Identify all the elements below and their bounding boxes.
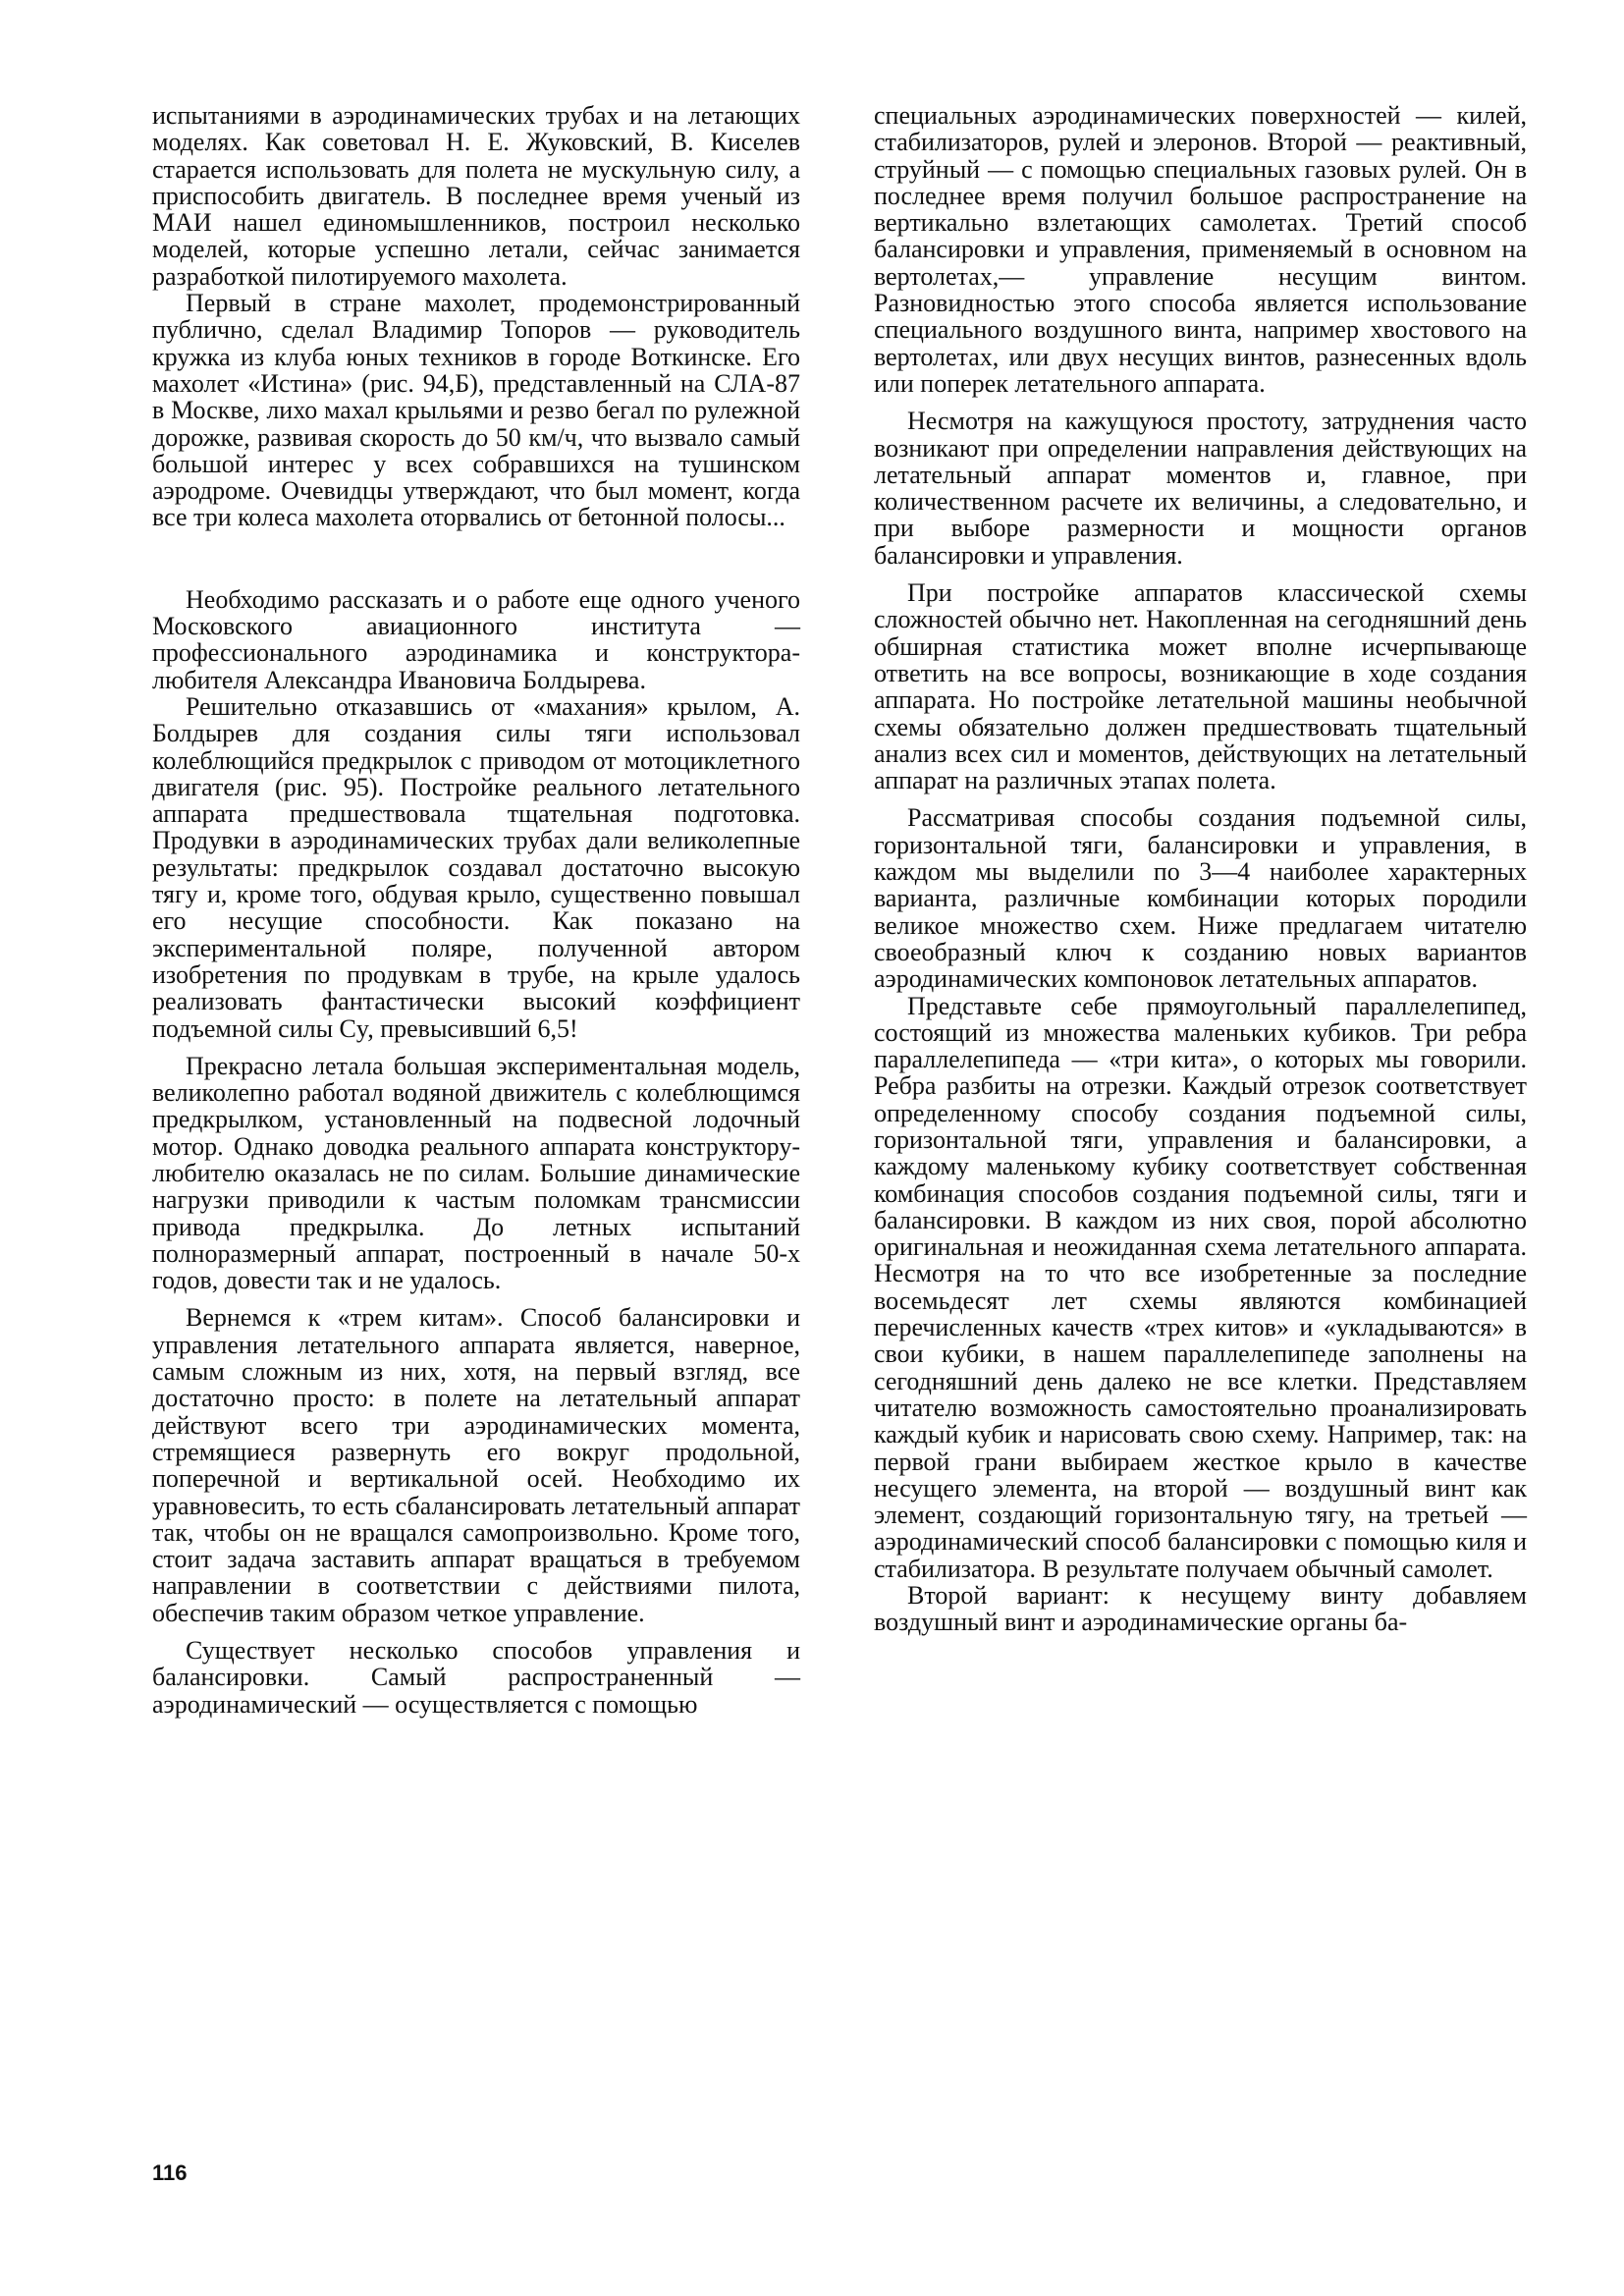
paragraph: испытаниями в аэродинамических трубах и на летающих моделях. Как советовал Н. Е. Жуковский, В. Киселев старается использовать для полета не мускульную силу, а приспособить двигатель. В последнее время ученый из МАИ нашел единомышленников, построил несколько моделей, которые успешно летали, сейчас занимается разработкой пилотируемого махолета. bbox=[152, 101, 800, 291]
paragraph: Вернемся к «трем китам». Способ балансировки и управления летательного аппарата является, наверное, самым сложным из них, хотя, на первый взгляд, все достаточно просто: в полете на летательный аппарат действуют всего три аэродинамических момента, стремящиеся развернуть его вокруг продольной, поперечной и вертикальной осей. Необходимо их уравновесить, то есть сбалансировать летательный аппарат так, чтобы он не вращался самопроизвольно. Кроме того, стоит задача заставить аппарат вращаться в требуемом направлении в соответствии с действиями пилота, обеспечив таким образом четкое управление. bbox=[152, 1303, 800, 1627]
paragraph: Второй вариант: к несущему винту добавляем воздушный винт и аэродинамические органы ба- bbox=[874, 1581, 1527, 1637]
right-column bbox=[874, 102, 1527, 1636]
paragraph: Рассматривая способы создания подъемной силы, горизонтальной тяги, балансировки и управления, в каждом мы выделили по 3—4 наиболее характерных варианта, различные комбинации которых породили великое множество схем. Ниже предлагаем читателю своеобразный ключ к созданию новых вариантов аэродинамических компоновок летательных аппаратов. bbox=[874, 803, 1527, 994]
left-column bbox=[152, 102, 800, 1718]
paragraph: специальных аэродинамических поверхностей — килей, стабилизаторов, рулей и элеронов. Второй — реактивный, струйный — с помощью специальных газовых рулей. Он в последнее время получил большое распространение на вертикально взлетающих самолетах. Третий способ балансировки и управления, применяемый в основном на вертолетах,— управление несущим винтом. Разновидностью этого способа является использование специального воздушного винта, например хвостового на вертолетах, или двух несущих винтов, разнесенных вдоль или поперек летательного аппарата. bbox=[874, 101, 1527, 398]
paragraph: Существует несколько способов управления и балансировки. Самый распространенный — аэродинамический — осуществляется с помощью bbox=[152, 1636, 800, 1719]
paragraph: При постройке аппаратов классической схемы сложностей обычно нет. Накопленная на сегодняшний день обширная статистика может вполне исчерпывающе ответить на все вопросы, возникающие в ходе создания аппарата. Но постройке летательной машины необычной схемы обязательно должен предшествовать тщательный анализ всех сил и моментов, действующих на летательный аппарат на различных этапах полета. bbox=[874, 578, 1527, 795]
paragraph: Представьте себе прямоугольный параллелепипед, состоящий из множества маленьких кубиков. Три ребра параллелепипеда — «три кита», о которых мы говорили. Ребра разбиты на отрезки. Каждый отрезок соответствует определенному способу создания подъемной силы, горизонтальной тяги, управления и балансировки, а каждому маленькому кубику соответствует собственная комбинация способов создания подъемной силы, тяги и балансировки. В каждом из них своя, порой абсолютно оригинальная и неожиданная схема летательного аппарата. Несмотря на то что все изобретенные за последние восемьдесят лет схемы являются комбинацией перечисленных качеств «трех китов» и «укладываются» в свои кубики, в нашем параллелепипеде заполнены на сегодняшний день далеко не все клетки. Представляем читателю возможность самостоятельно проанализировать каждый кубик и нарисовать свою схему. Например, так: на первой грани выбираем жесткое крыло в качестве несущего элемента, на второй — воздушный винт как элемент, создающий горизонтальную тягу, на третьей — аэродинамический способ балансировки с помощью киля и стабилизатора. В результате получаем обычный самолет. bbox=[874, 991, 1527, 1583]
paragraph: Прекрасно летала большая экспериментальная модель, великолепно работал водяной движитель с колеблющимся предкрылком, установленный на подвесной лодочный мотор. Однако доводка реального аппарата конструктору-любителю оказалась не по силам. Большие динамические нагрузки приводили к частым поломкам трансмиссии привода предкрылка. До летных испытаний полноразмерный аппарат, построенный в начале 50-х годов, довести так и не удалось. bbox=[152, 1051, 800, 1295]
paragraph: Необходимо рассказать и о работе еще одного ученого Московского авиационного института — профессионального аэродинамика и конструктора-любителя Александра Ивановича Болдырева. bbox=[152, 584, 800, 694]
paragraph: Первый в стране махолет, продемонстрированный публично, сделал Владимир Топоров — руководитель кружка из клуба юных техников в городе Воткинске. Его махолет «Истина» (рис. 94,Б), представленный на СЛА-87 в Москве, лихо махал крыльями и резво бегал по рулежной дорожке, развивая скорость до 50 км/ч, что вызвало самый большой интерес у всех собравшихся на тушинском аэродроме. Очевидцы утверждают, что был момент, когда все три колеса махолета оторвались от бетонной полосы... bbox=[152, 289, 800, 532]
page-number: 116 bbox=[152, 2160, 188, 2185]
paragraph: Решительно отказавшись от «махания» крылом, А. Болдырев для создания силы тяги использовал колеблющийся предкрылок с приводом от мотоциклетного двигателя (рис. 95). Постройке реального летательного аппарата предшествовала тщательная подготовка. Продувки в аэродинамических трубах дали великолепные результаты: предкрылок создавал достаточно высокую тягу и, кроме того, обдувая крыло, существенно повышал его несущие способности. Как показано на экспериментальной поляре, полученной автором изобретения по продувкам в трубе, на крыле удалось реализовать фантастически высокий коэффициент подъемной силы Cy, превысивший 6,5! bbox=[152, 691, 800, 1043]
paragraph: Несмотря на кажущуюся простоту, затруднения часто возникают при определении направления действующих на летательный аппарат моментов и, главное, при количественном расчете их величины, а следовательно, и при выборе размерности и мощности органов балансировки и управления. bbox=[874, 407, 1527, 570]
